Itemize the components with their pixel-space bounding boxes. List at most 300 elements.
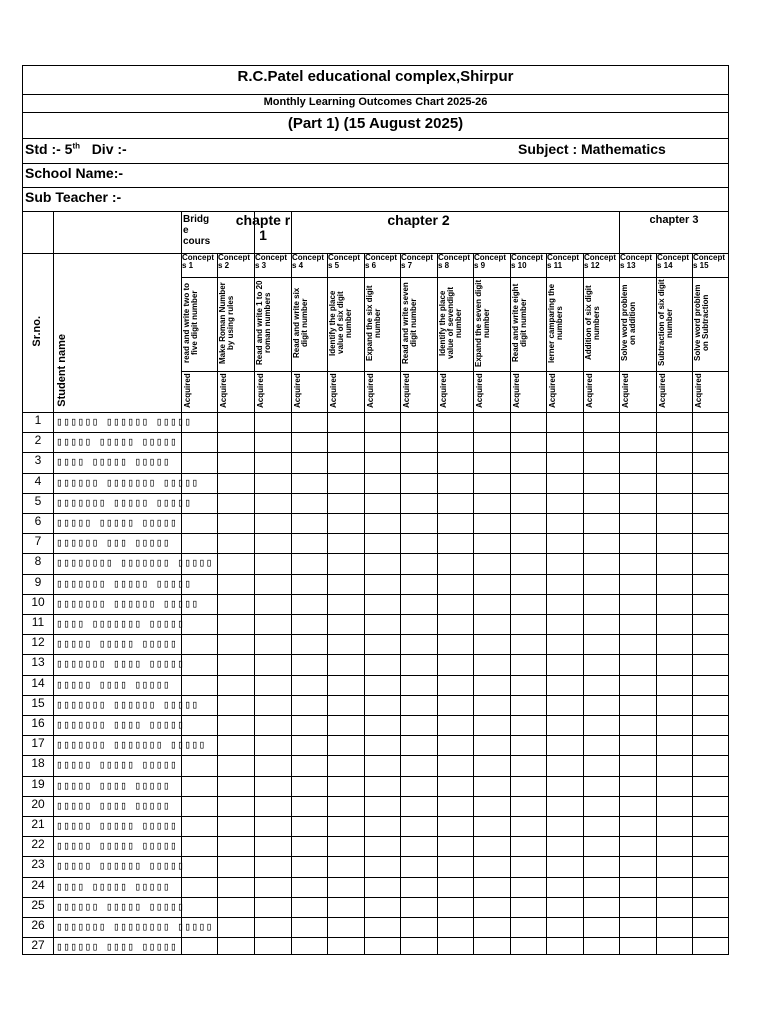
outcome-cell[interactable] (547, 736, 582, 754)
outcome-cell[interactable] (584, 474, 618, 492)
outcome-cell[interactable] (620, 433, 655, 451)
outcome-cell[interactable] (365, 878, 399, 896)
outcome-cell[interactable] (438, 635, 472, 653)
outcome-cell[interactable] (292, 514, 326, 532)
outcome-cell[interactable] (693, 736, 728, 754)
outcome-cell[interactable] (328, 433, 363, 451)
outcome-cell[interactable] (474, 494, 509, 512)
outcome-cell[interactable] (438, 575, 472, 593)
outcome-cell[interactable] (438, 615, 472, 633)
outcome-cell[interactable] (292, 575, 326, 593)
outcome-cell[interactable] (218, 898, 253, 916)
outcome-cell[interactable] (218, 433, 253, 451)
outcome-cell[interactable] (218, 797, 253, 815)
outcome-cell[interactable] (255, 595, 290, 613)
outcome-cell[interactable] (218, 635, 253, 653)
outcome-cell[interactable] (584, 716, 618, 734)
outcome-cell[interactable] (657, 938, 691, 956)
outcome-cell[interactable] (182, 534, 216, 552)
outcome-cell[interactable] (547, 938, 582, 956)
outcome-cell[interactable] (620, 878, 655, 896)
outcome-cell[interactable] (474, 857, 509, 875)
outcome-cell[interactable] (401, 777, 436, 795)
outcome-cell[interactable] (693, 575, 728, 593)
outcome-cell[interactable] (620, 898, 655, 916)
outcome-cell[interactable] (218, 655, 253, 673)
outcome-cell[interactable] (657, 453, 691, 471)
outcome-cell[interactable] (511, 857, 545, 875)
outcome-cell[interactable] (438, 474, 472, 492)
outcome-cell[interactable] (365, 857, 399, 875)
outcome-cell[interactable] (693, 898, 728, 916)
outcome-cell[interactable] (511, 756, 545, 774)
outcome-cell[interactable] (328, 736, 363, 754)
outcome-cell[interactable] (255, 817, 290, 835)
outcome-cell[interactable] (401, 736, 436, 754)
outcome-cell[interactable] (547, 817, 582, 835)
outcome-cell[interactable] (182, 898, 216, 916)
outcome-cell[interactable] (584, 837, 618, 855)
outcome-cell[interactable] (255, 857, 290, 875)
outcome-cell[interactable] (328, 635, 363, 653)
outcome-cell[interactable] (657, 433, 691, 451)
outcome-cell[interactable] (401, 615, 436, 633)
outcome-cell[interactable] (218, 453, 253, 471)
outcome-cell[interactable] (547, 474, 582, 492)
outcome-cell[interactable] (657, 797, 691, 815)
outcome-cell[interactable] (328, 777, 363, 795)
outcome-cell[interactable] (438, 898, 472, 916)
outcome-cell[interactable] (438, 514, 472, 532)
outcome-cell[interactable] (620, 615, 655, 633)
outcome-cell[interactable] (218, 756, 253, 774)
outcome-cell[interactable] (584, 756, 618, 774)
outcome-cell[interactable] (182, 595, 216, 613)
outcome-cell[interactable] (547, 514, 582, 532)
outcome-cell[interactable] (438, 857, 472, 875)
outcome-cell[interactable] (292, 413, 326, 431)
outcome-cell[interactable] (511, 635, 545, 653)
outcome-cell[interactable] (657, 635, 691, 653)
outcome-cell[interactable] (218, 474, 253, 492)
outcome-cell[interactable] (620, 736, 655, 754)
outcome-cell[interactable] (474, 938, 509, 956)
outcome-cell[interactable] (401, 534, 436, 552)
outcome-cell[interactable] (292, 837, 326, 855)
outcome-cell[interactable] (620, 918, 655, 936)
outcome-cell[interactable] (182, 514, 216, 532)
outcome-cell[interactable] (584, 575, 618, 593)
outcome-cell[interactable] (365, 696, 399, 714)
outcome-cell[interactable] (292, 615, 326, 633)
outcome-cell[interactable] (255, 938, 290, 956)
outcome-cell[interactable] (292, 756, 326, 774)
outcome-cell[interactable] (511, 554, 545, 572)
outcome-cell[interactable] (328, 514, 363, 532)
outcome-cell[interactable] (365, 413, 399, 431)
outcome-cell[interactable] (365, 837, 399, 855)
outcome-cell[interactable] (693, 413, 728, 431)
outcome-cell[interactable] (511, 575, 545, 593)
outcome-cell[interactable] (438, 878, 472, 896)
outcome-cell[interactable] (218, 494, 253, 512)
outcome-cell[interactable] (474, 474, 509, 492)
outcome-cell[interactable] (255, 453, 290, 471)
outcome-cell[interactable] (255, 716, 290, 734)
outcome-cell[interactable] (511, 736, 545, 754)
outcome-cell[interactable] (511, 878, 545, 896)
outcome-cell[interactable] (511, 453, 545, 471)
outcome-cell[interactable] (255, 696, 290, 714)
outcome-cell[interactable] (474, 635, 509, 653)
outcome-cell[interactable] (620, 575, 655, 593)
outcome-cell[interactable] (292, 918, 326, 936)
outcome-cell[interactable] (401, 575, 436, 593)
outcome-cell[interactable] (401, 413, 436, 431)
outcome-cell[interactable] (218, 736, 253, 754)
outcome-cell[interactable] (182, 413, 216, 431)
outcome-cell[interactable] (620, 635, 655, 653)
outcome-cell[interactable] (657, 777, 691, 795)
outcome-cell[interactable] (328, 857, 363, 875)
outcome-cell[interactable] (620, 676, 655, 694)
outcome-cell[interactable] (547, 756, 582, 774)
outcome-cell[interactable] (255, 615, 290, 633)
outcome-cell[interactable] (401, 857, 436, 875)
outcome-cell[interactable] (365, 534, 399, 552)
outcome-cell[interactable] (620, 514, 655, 532)
outcome-cell[interactable] (474, 554, 509, 572)
outcome-cell[interactable] (547, 918, 582, 936)
outcome-cell[interactable] (511, 716, 545, 734)
outcome-cell[interactable] (218, 595, 253, 613)
outcome-cell[interactable] (401, 655, 436, 673)
outcome-cell[interactable] (693, 696, 728, 714)
outcome-cell[interactable] (474, 898, 509, 916)
outcome-cell[interactable] (693, 494, 728, 512)
outcome-cell[interactable] (584, 635, 618, 653)
outcome-cell[interactable] (547, 797, 582, 815)
outcome-cell[interactable] (693, 837, 728, 855)
outcome-cell[interactable] (693, 554, 728, 572)
outcome-cell[interactable] (584, 797, 618, 815)
outcome-cell[interactable] (182, 878, 216, 896)
outcome-cell[interactable] (693, 857, 728, 875)
outcome-cell[interactable] (401, 817, 436, 835)
outcome-cell[interactable] (620, 696, 655, 714)
outcome-cell[interactable] (584, 494, 618, 512)
outcome-cell[interactable] (620, 857, 655, 875)
outcome-cell[interactable] (218, 554, 253, 572)
outcome-cell[interactable] (693, 514, 728, 532)
outcome-cell[interactable] (438, 797, 472, 815)
outcome-cell[interactable] (218, 938, 253, 956)
outcome-cell[interactable] (401, 433, 436, 451)
outcome-cell[interactable] (438, 595, 472, 613)
outcome-cell[interactable] (547, 655, 582, 673)
outcome-cell[interactable] (547, 595, 582, 613)
outcome-cell[interactable] (401, 514, 436, 532)
outcome-cell[interactable] (547, 534, 582, 552)
outcome-cell[interactable] (584, 595, 618, 613)
outcome-cell[interactable] (255, 655, 290, 673)
outcome-cell[interactable] (474, 878, 509, 896)
outcome-cell[interactable] (365, 514, 399, 532)
outcome-cell[interactable] (511, 797, 545, 815)
outcome-cell[interactable] (693, 756, 728, 774)
outcome-cell[interactable] (693, 534, 728, 552)
outcome-cell[interactable] (182, 696, 216, 714)
outcome-cell[interactable] (365, 655, 399, 673)
outcome-cell[interactable] (693, 655, 728, 673)
outcome-cell[interactable] (365, 635, 399, 653)
outcome-cell[interactable] (255, 635, 290, 653)
outcome-cell[interactable] (511, 817, 545, 835)
outcome-cell[interactable] (547, 453, 582, 471)
outcome-cell[interactable] (365, 898, 399, 916)
outcome-cell[interactable] (438, 938, 472, 956)
outcome-cell[interactable] (584, 453, 618, 471)
outcome-cell[interactable] (328, 676, 363, 694)
outcome-cell[interactable] (365, 433, 399, 451)
outcome-cell[interactable] (511, 595, 545, 613)
outcome-cell[interactable] (584, 918, 618, 936)
outcome-cell[interactable] (182, 575, 216, 593)
outcome-cell[interactable] (365, 736, 399, 754)
outcome-cell[interactable] (584, 857, 618, 875)
outcome-cell[interactable] (255, 878, 290, 896)
outcome-cell[interactable] (547, 554, 582, 572)
outcome-cell[interactable] (292, 898, 326, 916)
outcome-cell[interactable] (584, 655, 618, 673)
outcome-cell[interactable] (693, 817, 728, 835)
outcome-cell[interactable] (511, 898, 545, 916)
outcome-cell[interactable] (255, 413, 290, 431)
outcome-cell[interactable] (657, 534, 691, 552)
outcome-cell[interactable] (182, 494, 216, 512)
outcome-cell[interactable] (511, 413, 545, 431)
outcome-cell[interactable] (438, 817, 472, 835)
outcome-cell[interactable] (620, 453, 655, 471)
outcome-cell[interactable] (511, 655, 545, 673)
outcome-cell[interactable] (657, 817, 691, 835)
outcome-cell[interactable] (292, 453, 326, 471)
outcome-cell[interactable] (620, 797, 655, 815)
outcome-cell[interactable] (218, 575, 253, 593)
outcome-cell[interactable] (218, 413, 253, 431)
outcome-cell[interactable] (218, 817, 253, 835)
outcome-cell[interactable] (255, 756, 290, 774)
outcome-cell[interactable] (401, 878, 436, 896)
outcome-cell[interactable] (474, 575, 509, 593)
outcome-cell[interactable] (438, 676, 472, 694)
outcome-cell[interactable] (584, 615, 618, 633)
outcome-cell[interactable] (511, 514, 545, 532)
outcome-cell[interactable] (474, 777, 509, 795)
outcome-cell[interactable] (620, 716, 655, 734)
outcome-cell[interactable] (693, 777, 728, 795)
outcome-cell[interactable] (657, 756, 691, 774)
outcome-cell[interactable] (182, 756, 216, 774)
outcome-cell[interactable] (693, 878, 728, 896)
outcome-cell[interactable] (657, 857, 691, 875)
outcome-cell[interactable] (693, 938, 728, 956)
outcome-cell[interactable] (438, 716, 472, 734)
outcome-cell[interactable] (657, 696, 691, 714)
outcome-cell[interactable] (438, 655, 472, 673)
outcome-cell[interactable] (657, 736, 691, 754)
outcome-cell[interactable] (438, 918, 472, 936)
outcome-cell[interactable] (328, 595, 363, 613)
outcome-cell[interactable] (182, 635, 216, 653)
outcome-cell[interactable] (693, 433, 728, 451)
outcome-cell[interactable] (438, 534, 472, 552)
outcome-cell[interactable] (511, 433, 545, 451)
outcome-cell[interactable] (511, 676, 545, 694)
outcome-cell[interactable] (547, 494, 582, 512)
outcome-cell[interactable] (657, 615, 691, 633)
outcome-cell[interactable] (511, 837, 545, 855)
outcome-cell[interactable] (218, 878, 253, 896)
outcome-cell[interactable] (474, 716, 509, 734)
outcome-cell[interactable] (547, 433, 582, 451)
outcome-cell[interactable] (547, 696, 582, 714)
outcome-cell[interactable] (401, 837, 436, 855)
outcome-cell[interactable] (511, 696, 545, 714)
outcome-cell[interactable] (657, 514, 691, 532)
outcome-cell[interactable] (365, 797, 399, 815)
outcome-cell[interactable] (255, 433, 290, 451)
outcome-cell[interactable] (182, 918, 216, 936)
outcome-cell[interactable] (328, 878, 363, 896)
outcome-cell[interactable] (401, 635, 436, 653)
outcome-cell[interactable] (693, 918, 728, 936)
outcome-cell[interactable] (511, 777, 545, 795)
outcome-cell[interactable] (255, 514, 290, 532)
outcome-cell[interactable] (657, 595, 691, 613)
outcome-cell[interactable] (474, 797, 509, 815)
outcome-cell[interactable] (474, 817, 509, 835)
outcome-cell[interactable] (255, 575, 290, 593)
outcome-cell[interactable] (182, 615, 216, 633)
outcome-cell[interactable] (182, 453, 216, 471)
outcome-cell[interactable] (365, 716, 399, 734)
outcome-cell[interactable] (255, 918, 290, 936)
outcome-cell[interactable] (328, 696, 363, 714)
outcome-cell[interactable] (365, 575, 399, 593)
outcome-cell[interactable] (474, 676, 509, 694)
outcome-cell[interactable] (401, 918, 436, 936)
outcome-cell[interactable] (292, 554, 326, 572)
outcome-cell[interactable] (292, 494, 326, 512)
outcome-cell[interactable] (182, 797, 216, 815)
outcome-cell[interactable] (365, 474, 399, 492)
outcome-cell[interactable] (438, 453, 472, 471)
outcome-cell[interactable] (438, 777, 472, 795)
outcome-cell[interactable] (328, 494, 363, 512)
outcome-cell[interactable] (547, 676, 582, 694)
outcome-cell[interactable] (182, 857, 216, 875)
outcome-cell[interactable] (182, 716, 216, 734)
outcome-cell[interactable] (328, 938, 363, 956)
outcome-cell[interactable] (438, 696, 472, 714)
outcome-cell[interactable] (584, 514, 618, 532)
outcome-cell[interactable] (328, 413, 363, 431)
outcome-cell[interactable] (693, 797, 728, 815)
outcome-cell[interactable] (657, 413, 691, 431)
outcome-cell[interactable] (693, 474, 728, 492)
outcome-cell[interactable] (292, 635, 326, 653)
outcome-cell[interactable] (620, 474, 655, 492)
outcome-cell[interactable] (620, 777, 655, 795)
outcome-cell[interactable] (657, 878, 691, 896)
outcome-cell[interactable] (584, 938, 618, 956)
outcome-cell[interactable] (657, 575, 691, 593)
outcome-cell[interactable] (620, 595, 655, 613)
outcome-cell[interactable] (474, 736, 509, 754)
outcome-cell[interactable] (511, 938, 545, 956)
outcome-cell[interactable] (401, 898, 436, 916)
outcome-cell[interactable] (401, 474, 436, 492)
outcome-cell[interactable] (547, 857, 582, 875)
outcome-cell[interactable] (328, 797, 363, 815)
outcome-cell[interactable] (218, 857, 253, 875)
outcome-cell[interactable] (547, 716, 582, 734)
outcome-cell[interactable] (328, 615, 363, 633)
outcome-cell[interactable] (547, 837, 582, 855)
outcome-cell[interactable] (401, 696, 436, 714)
outcome-cell[interactable] (511, 494, 545, 512)
outcome-cell[interactable] (474, 918, 509, 936)
outcome-cell[interactable] (474, 655, 509, 673)
outcome-cell[interactable] (584, 534, 618, 552)
outcome-cell[interactable] (365, 817, 399, 835)
outcome-cell[interactable] (620, 817, 655, 835)
outcome-cell[interactable] (511, 918, 545, 936)
outcome-cell[interactable] (182, 817, 216, 835)
outcome-cell[interactable] (328, 898, 363, 916)
outcome-cell[interactable] (255, 837, 290, 855)
outcome-cell[interactable] (401, 676, 436, 694)
outcome-cell[interactable] (328, 756, 363, 774)
outcome-cell[interactable] (401, 554, 436, 572)
outcome-cell[interactable] (547, 615, 582, 633)
outcome-cell[interactable] (255, 777, 290, 795)
outcome-cell[interactable] (292, 716, 326, 734)
outcome-cell[interactable] (328, 817, 363, 835)
outcome-cell[interactable] (693, 716, 728, 734)
outcome-cell[interactable] (365, 756, 399, 774)
outcome-cell[interactable] (620, 413, 655, 431)
outcome-cell[interactable] (474, 534, 509, 552)
outcome-cell[interactable] (292, 676, 326, 694)
outcome-cell[interactable] (218, 615, 253, 633)
outcome-cell[interactable] (182, 474, 216, 492)
outcome-cell[interactable] (620, 494, 655, 512)
outcome-cell[interactable] (474, 433, 509, 451)
outcome-cell[interactable] (584, 777, 618, 795)
outcome-cell[interactable] (438, 494, 472, 512)
outcome-cell[interactable] (657, 655, 691, 673)
outcome-cell[interactable] (620, 534, 655, 552)
outcome-cell[interactable] (365, 938, 399, 956)
outcome-cell[interactable] (584, 817, 618, 835)
outcome-cell[interactable] (657, 918, 691, 936)
outcome-cell[interactable] (182, 938, 216, 956)
outcome-cell[interactable] (547, 413, 582, 431)
outcome-cell[interactable] (547, 777, 582, 795)
outcome-cell[interactable] (620, 554, 655, 572)
